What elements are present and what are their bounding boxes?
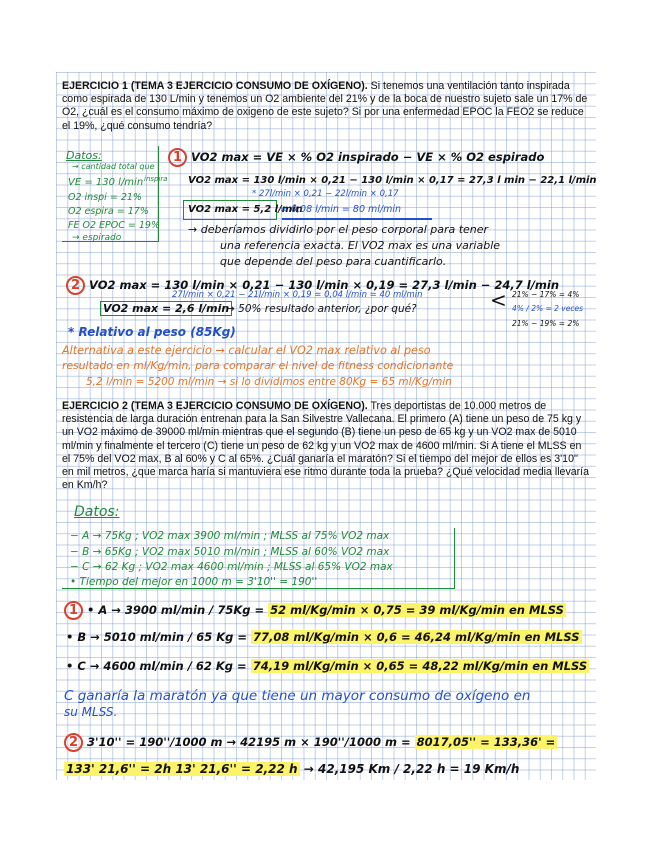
ex2-b-prefix: • B → 5010 ml/min / 65 Kg = <box>66 630 248 644</box>
ex2-a-prefix: • A → 3900 ml/min / 75Kg = <box>87 603 265 617</box>
ex2-body: Tres deportistas de 10.000 metros de resistencia de larga duración entrenan para la San Silvestre Vallecana. El primero (A) tiene un peso de 75 kg y un VO2 máximo de 39000 ml/min mientras que el segundo (B) tiene un peso de 65 kg y un VO2 max de 5010 ml/min y finalmente el tercero (C) tiene un peso de 62 kg y un VO2 max de 4600 ml/min. Si A tiene el MLSS en el 75% del VO2 max, B al 60% y C al 65%. ¿Cuál ganaría el maratón? Si el tiempo del mejor de ellos es 3'10'' en mil metros, ¿que marca haría si mantuviera ese ritmo durante toda la prueba? ¿Qué velocidad media llevaría en Km/h? <box>62 400 590 492</box>
ex2-line-c <box>66 661 589 673</box>
ex1-side-note2: 4% / 2% = 2 veces <box>512 304 583 313</box>
ex2-time-highlight: 8017,05'' = 133,36' = <box>416 735 556 749</box>
ex1-formula-line <box>168 148 544 167</box>
ex2-line-a <box>64 601 566 620</box>
ex1-datos-title: Datos: <box>66 149 102 162</box>
ex1-datos-feo2: FE O2 EPOC = 19% <box>68 220 160 231</box>
ex2-datos-a: − A → 75Kg ; VO2 max 3900 ml/min ; MLSS al 75% VO2 max <box>70 530 390 542</box>
ex1-result2 <box>100 303 232 314</box>
ex2-speed-result: → 42,195 Km / 2,22 h = 19 Km/h <box>303 762 520 776</box>
ex2-line-b <box>66 632 582 644</box>
ex1-result1: VO2 max = 5,2 l/min <box>188 204 303 215</box>
ex2-c-prefix: • C → 4600 ml/min / 62 Kg = <box>66 659 247 673</box>
ex2-part2-number: 2 <box>64 733 83 752</box>
ex1-relativo: * Relativo al peso (85Kg) <box>68 325 236 339</box>
ex1-note1b: una referencia exacta. El VO2 max es una variable <box>220 239 501 252</box>
ex1-calc2-sub: 27l/min × 0,21 − 21l/min × 0,19 = 0,04 l/min = 40 ml/min <box>172 290 423 300</box>
ex2-part1-number: 1 <box>64 601 83 620</box>
ex1-datos-ve: VE = 130 l/min <box>68 177 144 188</box>
ex1-note1c: que depende del peso para cuantificarlo. <box>220 255 447 268</box>
brace-icon: < <box>490 288 507 312</box>
ex1-result1-conversion: = 0,08 l/min = 80 ml/min <box>280 204 402 215</box>
ex1-side-note1: 21% − 17% = 4% <box>512 290 580 299</box>
ex1-result2-value: VO2 max = 2,6 l/min <box>100 301 232 316</box>
ex1-calc2: VO2 max = 130 l/min × 0,21 − 130 l/min × 0,19 = 27,3 l/min − 24,7 l/min <box>89 278 560 292</box>
ex1-datos-o2esp: O2 espira = 17% <box>68 206 149 217</box>
ex1-part2-number: 2 <box>66 276 85 295</box>
ex2-datos-title: Datos: <box>74 504 120 520</box>
ex2-datos-c: − C → 62 Kg ; VO2 max 4600 ml/min ; MLSS al 65% VO2 max <box>70 561 393 573</box>
ex1-part1-number: 1 <box>168 148 187 167</box>
ex2-datos-b: − B → 65Kg ; VO2 max 5010 ml/min ; MLSS al 60% VO2 max <box>70 546 390 558</box>
ex2-datos-time: • Tiempo del mejor en 1000 m = 3'10'' = 190'' <box>70 576 318 588</box>
ex2-statement <box>62 400 590 492</box>
ex1-datos-o2insp: O2 inspi = 21% <box>68 192 142 203</box>
ex1-calc1: VO2 max = 130 l/min × 0,21 − 130 l/min × 0,17 = 27,3 l min − 22,1 l/min <box>188 175 597 186</box>
ex1-alt-line3: 5,2 l/min = 5200 ml/min → si lo dividimos entre 80Kg = 65 ml/Kg/min <box>86 376 452 388</box>
ex1-alt-line1: Alternativa a este ejercicio → calcular el VO2 max relativo al peso <box>62 344 431 357</box>
ex2-a-highlight: 52 ml/Kg/min × 0,75 = 39 ml/Kg/min en MLSS <box>270 603 564 617</box>
ex1-statement <box>62 80 590 133</box>
ex1-side-note3: 21% − 19% = 2% <box>512 319 580 328</box>
ex2-conclusion-line2: su MLSS. <box>64 705 118 719</box>
ex1-result1-underline <box>282 218 432 220</box>
ex2-conclusion-line1: C ganaría la maratón ya que tiene un mayor consumo de oxígeno en <box>64 688 531 704</box>
ex1-body: Si tenemos una ventilación tanto inspirada como espirada de 130 L/min y tenemos un O2 ambiente del 21% y de la boca de nuestro sujeto sale un 17% de O2, ¿cuál es el consumo máximo de oxigeno de este sujeto? Si por una enfermedad EPOC la FEO2 se reduce el 19%, ¿qué consumo tendría? <box>62 80 588 132</box>
ex2-speed-line <box>64 763 519 775</box>
ex1-note1a: → deberíamos dividirlo por el peso corporal para tener <box>188 223 489 236</box>
ex2-c-highlight: 74,19 ml/Kg/min × 0,65 = 48,22 ml/Kg/min en MLSS <box>252 659 588 673</box>
ex2-time-line <box>64 733 557 752</box>
ex1-alt-line2: resultado en ml/Kg/min, para comparar el nivel de fitness condicionante <box>62 359 454 372</box>
ex2-time-prefix: 3'10'' = 190''/1000 m → 42195 m × 190''/1000 m = <box>87 735 411 749</box>
ex1-formula: VO2 max = VE × % O2 inspirado − VE × % O2 espirado <box>191 150 545 164</box>
ex1-datos-note2: → espirado <box>72 233 122 243</box>
ex2-speed-highlight: 133' 21,6'' = 2h 13' 21,6'' = 2,22 h <box>66 762 298 776</box>
ex2-title: EJERCICIO 2 (TEMA 3 EJERCICIO CONSUMO DE OXÍGENO). <box>62 400 368 412</box>
ex1-datos-note1: → cantidad total que <box>72 162 155 171</box>
ex1-title: EJERCICIO 1 (TEMA 3 EJERCICIO CONSUMO DE OXÍGENO). <box>62 80 368 92</box>
ex1-calc1-sub: * 27l/min × 0,21 − 22l/min × 0,17 <box>252 189 399 199</box>
ex2-b-highlight: 77,08 ml/Kg/min × 0,6 = 46,24 ml/Kg/min en MLSS <box>253 630 580 644</box>
ex1-datos-note1b: inspira <box>144 175 168 183</box>
ex1-result2-note: → 50% resultado anterior, ¿por qué? <box>226 303 417 315</box>
